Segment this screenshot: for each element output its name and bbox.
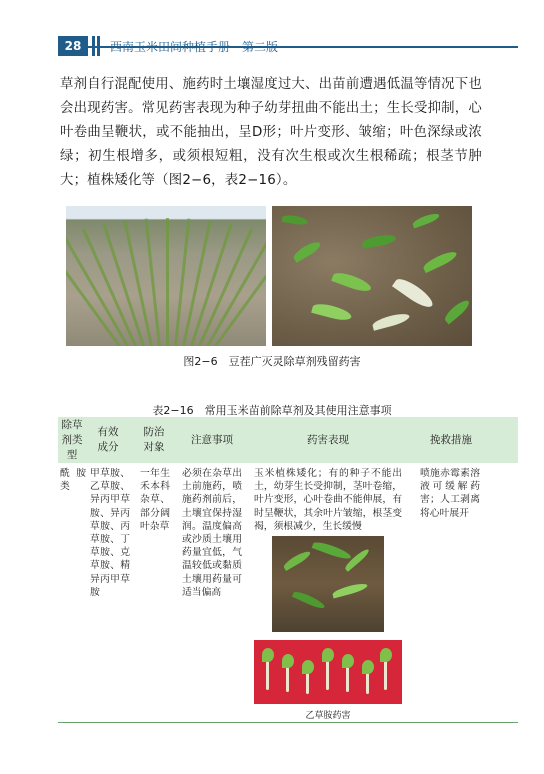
page-number: 28 bbox=[58, 36, 88, 56]
seedling-root bbox=[306, 672, 309, 694]
book-title: 西南玉米田间种植手册 第二版 bbox=[110, 40, 279, 54]
header-ingredient: 有效成分 bbox=[97, 426, 119, 453]
header-remedy: 挽救措施 bbox=[430, 434, 472, 446]
field-rows-photo bbox=[66, 206, 266, 346]
leaf bbox=[282, 214, 309, 226]
header-target: 防治对象 bbox=[143, 426, 165, 453]
crop-row bbox=[166, 218, 169, 346]
seedling-shoot bbox=[282, 654, 294, 668]
leaf bbox=[361, 233, 396, 249]
leaf bbox=[292, 239, 323, 263]
leaf bbox=[392, 275, 436, 312]
seedling-shoot bbox=[342, 654, 354, 668]
table-title: 表2−16 常用玉米苗前除草剂及其使用注意事项 bbox=[152, 404, 392, 417]
cell-remedy: 喷施赤霉素溶液可缓解药害；人工剥离将心叶展开 bbox=[420, 468, 480, 519]
leaf bbox=[422, 249, 459, 273]
corn-seedling-photo bbox=[272, 536, 384, 632]
seedling-root bbox=[366, 672, 369, 694]
body-paragraph: 草剂自行混配使用、施药时土壤湿度过大、出苗前遭遇低温等情况下也会出现药害。常见药害表现为种子幼芽扭曲不能出土；生长受抑制，心叶卷曲呈鞭状，或不能抽出，呈D形；叶片变形、皱缩；叶色深绿或浓绿；初生根增多，或须根短粗，没有次生根或次生根稀疏；根茎节肿大；植株矮化等（图2−6，表2−16）。 bbox=[60, 77, 482, 188]
image-caption: 乙草胺药害 bbox=[305, 711, 351, 721]
header-category: 除草剂类型 bbox=[61, 419, 83, 461]
crop-row bbox=[66, 234, 129, 346]
damaged-corn-photo bbox=[272, 206, 472, 346]
seedling-root bbox=[384, 660, 387, 690]
leaf bbox=[371, 311, 410, 330]
cell-target: 一年生禾本科杂草、部分阔叶杂草 bbox=[140, 468, 170, 532]
leaf bbox=[442, 298, 471, 325]
seedling-root bbox=[266, 660, 269, 690]
leaf bbox=[332, 581, 369, 598]
leaf bbox=[411, 211, 440, 228]
leaf bbox=[292, 589, 326, 611]
seedling-shoot bbox=[262, 648, 274, 662]
leaf bbox=[312, 539, 353, 561]
header-decoration bbox=[92, 36, 102, 56]
cell-ingredient: 甲草胺、乙草胺、异丙甲草胺、异丙草胺、丙草胺、丁草胺、克草胺、精异丙甲草胺 bbox=[90, 468, 130, 598]
seedling-shoot bbox=[362, 660, 374, 674]
figure-caption: 图2−6 豆茬广灭灵除草剂残留药害 bbox=[183, 355, 361, 368]
cell-symptoms: 玉米植株矮化；有的种子不能出土，幼芽生长受抑制，茎叶卷缩，叶片变形，心叶卷曲不能伸展，有时呈鞭状，其余叶片皱缩，根茎变褐，须根减少，生长缓慢 bbox=[254, 468, 402, 532]
leaf bbox=[282, 549, 312, 571]
table-bottom-rule bbox=[58, 722, 518, 723]
leaf bbox=[331, 270, 373, 295]
seedling-shoot bbox=[380, 648, 392, 662]
leaf bbox=[343, 547, 370, 572]
header-symptoms: 药害表现 bbox=[307, 434, 349, 446]
uprooted-seedlings-photo bbox=[254, 640, 402, 704]
header-notes: 注意事项 bbox=[191, 434, 233, 446]
cell-notes: 必须在杂草出土前施药，喷施药剂前后，土壤宜保持湿润。温度偏高或沙质土壤用药量宜低，气温较低或黏质土壤用药量可适当偏高 bbox=[182, 468, 242, 598]
seedling-root bbox=[326, 660, 329, 690]
seedling-root bbox=[286, 666, 289, 692]
seedling-shoot bbox=[302, 660, 314, 674]
leaf bbox=[311, 301, 353, 323]
seedling-root bbox=[346, 666, 349, 692]
seedling-shoot bbox=[322, 648, 334, 662]
cell-category: 酰胺类 bbox=[60, 468, 86, 493]
